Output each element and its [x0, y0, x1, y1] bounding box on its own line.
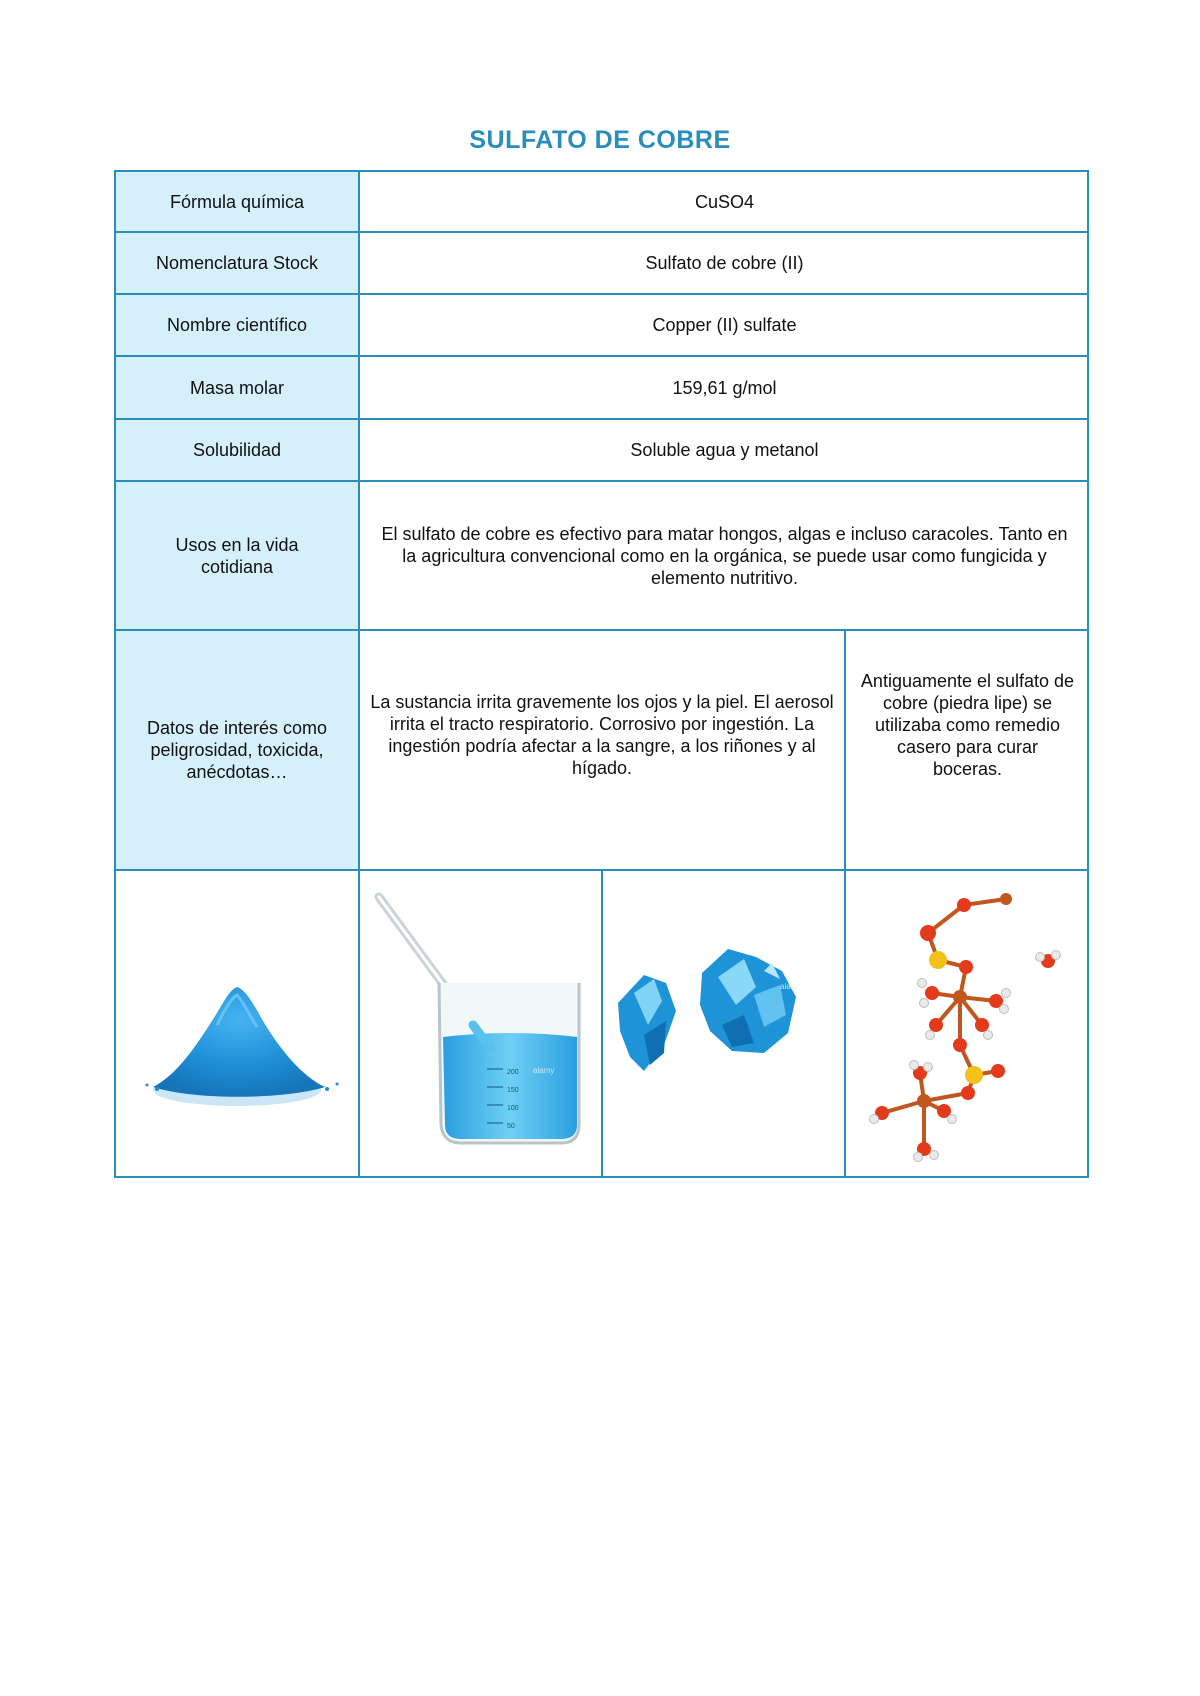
beaker-mark-150: 150 [506, 1086, 519, 1094]
crystals-watermark: alamy [779, 981, 801, 991]
beaker-mark-100: 100 [506, 1104, 519, 1112]
crystals-image [604, 875, 844, 1175]
row-value-formula: CuSO4 [360, 172, 1089, 233]
row-value-molar-mass: 159,61 g/mol [360, 357, 1089, 420]
beaker-watermark: alamy [532, 1065, 554, 1075]
row-label-stock: Nomenclatura Stock [116, 233, 360, 295]
row-label-scientific: Nombre científico [116, 295, 360, 357]
beaker-mark-200: 200 [506, 1068, 519, 1076]
molecule-cell [846, 871, 1089, 1178]
beaker-cell [360, 871, 603, 1178]
crystals-cell [603, 871, 846, 1178]
page-title: SULFATO DE COBRE [469, 126, 731, 154]
interest-danger: La sustancia irrita gravemente los ojos y la piel. El aerosol irrita el tracto respiratorio. Corrosivo por ingestión. La ingestión podría afectar a la sangre, a los riñones y al hígado. [360, 631, 846, 871]
row-value-stock: Sulfato de cobre (II) [360, 233, 1089, 295]
interest-anecdote: Antiguamente el sulfato de cobre (piedra lipe) se utilizaba como remedio casero para curar boceras. [846, 631, 1089, 871]
row-value-scientific: Copper (II) sulfate [360, 295, 1089, 357]
molecule-image [848, 875, 1088, 1175]
powder-cell [116, 871, 360, 1178]
beaker-image [361, 875, 601, 1175]
data-table [114, 170, 1089, 1178]
row-label-molar-mass: Masa molar [116, 357, 360, 420]
row-value-uses: El sulfato de cobre es efectivo para matar hongos, algas e incluso caracoles. Tanto en la agricultura convencional como en la orgánica, se puede usar como fungicida y elemento nutritivo. [360, 482, 1089, 631]
powder-image [117, 875, 357, 1175]
row-label-solubility: Solubilidad [116, 420, 360, 482]
row-label-formula: Fórmula química [116, 172, 360, 233]
row-label-uses: Usos en la vida cotidiana [116, 482, 360, 631]
beaker-mark-50: 50 [506, 1122, 515, 1130]
row-value-solubility: Soluble agua y metanol [360, 420, 1089, 482]
interest-label: Datos de interés como peligrosidad, toxicida, anécdotas… [116, 631, 360, 871]
